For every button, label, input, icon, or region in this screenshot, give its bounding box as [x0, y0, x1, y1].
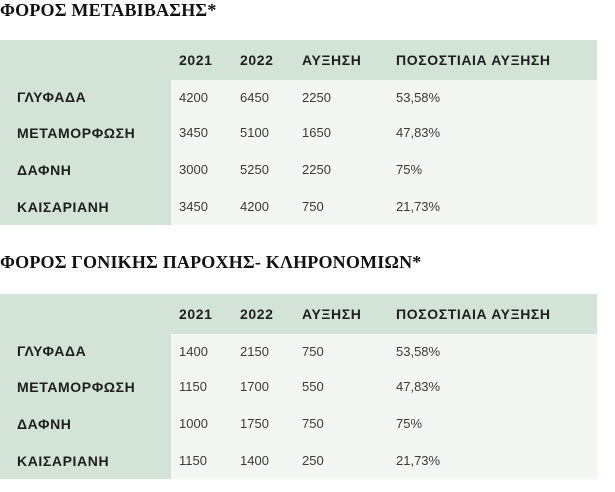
header-corner-cell [0, 40, 171, 80]
cell-increase: 750 [294, 188, 388, 225]
cell-percent: 53,58% [388, 334, 597, 368]
row-label: ΔΑΦΝΗ [0, 405, 171, 442]
cell-increase: 2250 [294, 151, 388, 188]
cell-2022: 1400 [232, 442, 294, 479]
cell-percent: 47,83% [388, 114, 597, 151]
header-increase: ΑΥΞΗΣΗ [294, 40, 388, 80]
section-title-inheritance-tax: ΦΟΡΟΣ ΓΟΝΙΚΗΣ ΠΑΡΟΧΗΣ- ΚΛΗΡΟΝΟΜΙΩΝ* [0, 252, 422, 272]
cell-percent: 21,73% [388, 188, 597, 225]
header-2022: 2022 [232, 294, 294, 334]
header-2021: 2021 [171, 294, 232, 334]
cell-2022: 5250 [232, 151, 294, 188]
row-label: ΜΕΤΑΜΟΡΦΩΣΗ [0, 114, 171, 151]
header-2021: 2021 [171, 40, 232, 80]
cell-2022: 2150 [232, 334, 294, 368]
table-row [0, 188, 597, 225]
transfer-tax-table [0, 40, 597, 225]
cell-2022: 5100 [232, 114, 294, 151]
cell-percent: 47,83% [388, 368, 597, 405]
cell-2022: 1750 [232, 405, 294, 442]
row-label: ΚΑΙΣΑΡΙΑΝΗ [0, 188, 171, 225]
cell-2021: 1150 [171, 368, 232, 405]
cell-2021: 4200 [171, 80, 232, 114]
cell-increase: 750 [294, 405, 388, 442]
cell-percent: 53,58% [388, 80, 597, 114]
cell-2021: 3450 [171, 188, 232, 225]
cell-2022: 6450 [232, 80, 294, 114]
table-row [0, 442, 597, 479]
cell-increase: 250 [294, 442, 388, 479]
cell-2021: 1400 [171, 334, 232, 368]
row-label: ΓΛΥΦΑΔΑ [0, 80, 171, 114]
cell-percent: 21,73% [388, 442, 597, 479]
cell-2021: 1000 [171, 405, 232, 442]
row-label: ΔΑΦΝΗ [0, 151, 171, 188]
header-percent-increase: ΠΟΣΟΣΤΙΑΙΑ ΑΥΞΗΣΗ [388, 40, 597, 80]
table-row [0, 405, 597, 442]
cell-2021: 3450 [171, 114, 232, 151]
cell-2021: 1150 [171, 442, 232, 479]
table-row [0, 80, 597, 114]
table-header-row [0, 294, 597, 334]
header-corner-cell [0, 294, 171, 334]
table-row [0, 114, 597, 151]
cell-percent: 75% [388, 151, 597, 188]
row-label: ΓΛΥΦΑΔΑ [0, 334, 171, 368]
cell-increase: 1650 [294, 114, 388, 151]
table-header-row [0, 40, 597, 80]
cell-percent: 75% [388, 405, 597, 442]
cell-2022: 4200 [232, 188, 294, 225]
header-percent-increase: ΠΟΣΟΣΤΙΑΙΑ ΑΥΞΗΣΗ [388, 294, 597, 334]
cell-2022: 1700 [232, 368, 294, 405]
section-title-transfer-tax: ΦΟΡΟΣ ΜΕΤΑΒΙΒΑΣΗΣ* [0, 0, 217, 20]
header-2022: 2022 [232, 40, 294, 80]
header-increase: ΑΥΞΗΣΗ [294, 294, 388, 334]
table-row [0, 368, 597, 405]
cell-2021: 3000 [171, 151, 232, 188]
table-row [0, 334, 597, 368]
cell-increase: 550 [294, 368, 388, 405]
cell-increase: 2250 [294, 80, 388, 114]
row-label: ΚΑΙΣΑΡΙΑΝΗ [0, 442, 171, 479]
table-row [0, 151, 597, 188]
row-label: ΜΕΤΑΜΟΡΦΩΣΗ [0, 368, 171, 405]
cell-increase: 750 [294, 334, 388, 368]
inheritance-tax-table [0, 294, 597, 479]
